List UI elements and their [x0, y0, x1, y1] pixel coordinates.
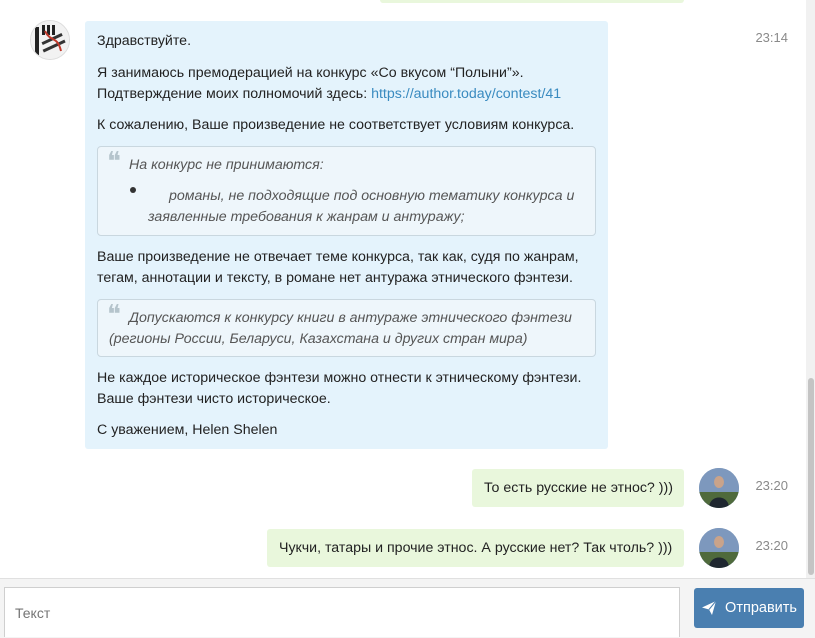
contest-link[interactable]: https://author.today/contest/41 — [371, 86, 562, 102]
blockquote — [97, 299, 596, 357]
scrollbar[interactable] — [806, 0, 815, 578]
user-avatar[interactable] — [699, 468, 739, 508]
message-paragraph — [97, 247, 597, 289]
user-avatar[interactable] — [699, 528, 739, 568]
message-input[interactable] — [4, 587, 680, 637]
user-avatar-image — [699, 468, 739, 508]
sender-avatar-image — [31, 21, 70, 60]
bullet-point — [130, 187, 136, 193]
send-button-label: Отправить — [725, 600, 797, 616]
message-text-line: тегам, аннотации и тексту, в романе нет антуража этнического фэнтези. — [97, 270, 573, 286]
quote-list-item-line: заявленные требования к жанрам и антуражу; — [148, 209, 465, 225]
quote-heading: На конкурс не принимаются: — [129, 157, 324, 173]
message-time: 23:14 — [755, 30, 788, 45]
send-button[interactable] — [694, 588, 804, 628]
incoming-message — [85, 21, 608, 449]
message-time: 23:20 — [755, 478, 788, 493]
quote-line: (регионы России, Беларуси, Казахстана и других стран мира) — [109, 331, 528, 347]
scrollbar-thumb[interactable] — [808, 378, 814, 575]
user-avatar-image — [699, 528, 739, 568]
quote-mark-icon: ❝ — [107, 300, 121, 330]
outgoing-message — [267, 529, 684, 567]
sender-avatar[interactable] — [30, 20, 70, 60]
message-text-line: Ваше фэнтези чисто историческое. — [97, 391, 331, 407]
message-text: То есть русские не этнос? ))) — [484, 480, 673, 496]
quote-list-item-line: романы, не подходящие под основную тематику конкурса и — [169, 188, 575, 204]
message-text: Чукчи, татары и прочие этнос. А русские нет? Так чтоль? ))) — [279, 540, 673, 556]
message-text-line: Ваше произведение не отвечает теме конкурса, так как, судя по жанрам, — [97, 249, 579, 265]
message-time: 23:20 — [755, 538, 788, 553]
message-paragraph — [97, 63, 597, 105]
paper-plane-icon — [701, 600, 717, 616]
outgoing-message — [472, 469, 684, 507]
previous-message-bubble — [380, 0, 684, 3]
quote-line: Допускаются к конкурсу книги в антураже этнического фэнтези — [129, 310, 572, 326]
message-text-line — [97, 84, 597, 105]
message-paragraph — [97, 368, 597, 410]
message-text-line: Не каждое историческое фэнтези можно отнести к этническому фэнтези. — [97, 370, 582, 386]
quote-mark-icon: ❝ — [107, 147, 121, 177]
blockquote — [97, 146, 596, 236]
message-text: Подтверждение моих полномочий здесь: — [97, 86, 372, 102]
message-paragraph: К сожалению, Ваше произведение не соответствует условиям конкурса. — [97, 117, 575, 133]
message-signature: С уважением, Helen Shelen — [97, 422, 278, 438]
message-greeting: Здравствуйте. — [97, 33, 192, 49]
message-text-line: Я занимаюсь премодерацией на конкурс «Со вкусом “Полыни”». — [97, 65, 524, 81]
